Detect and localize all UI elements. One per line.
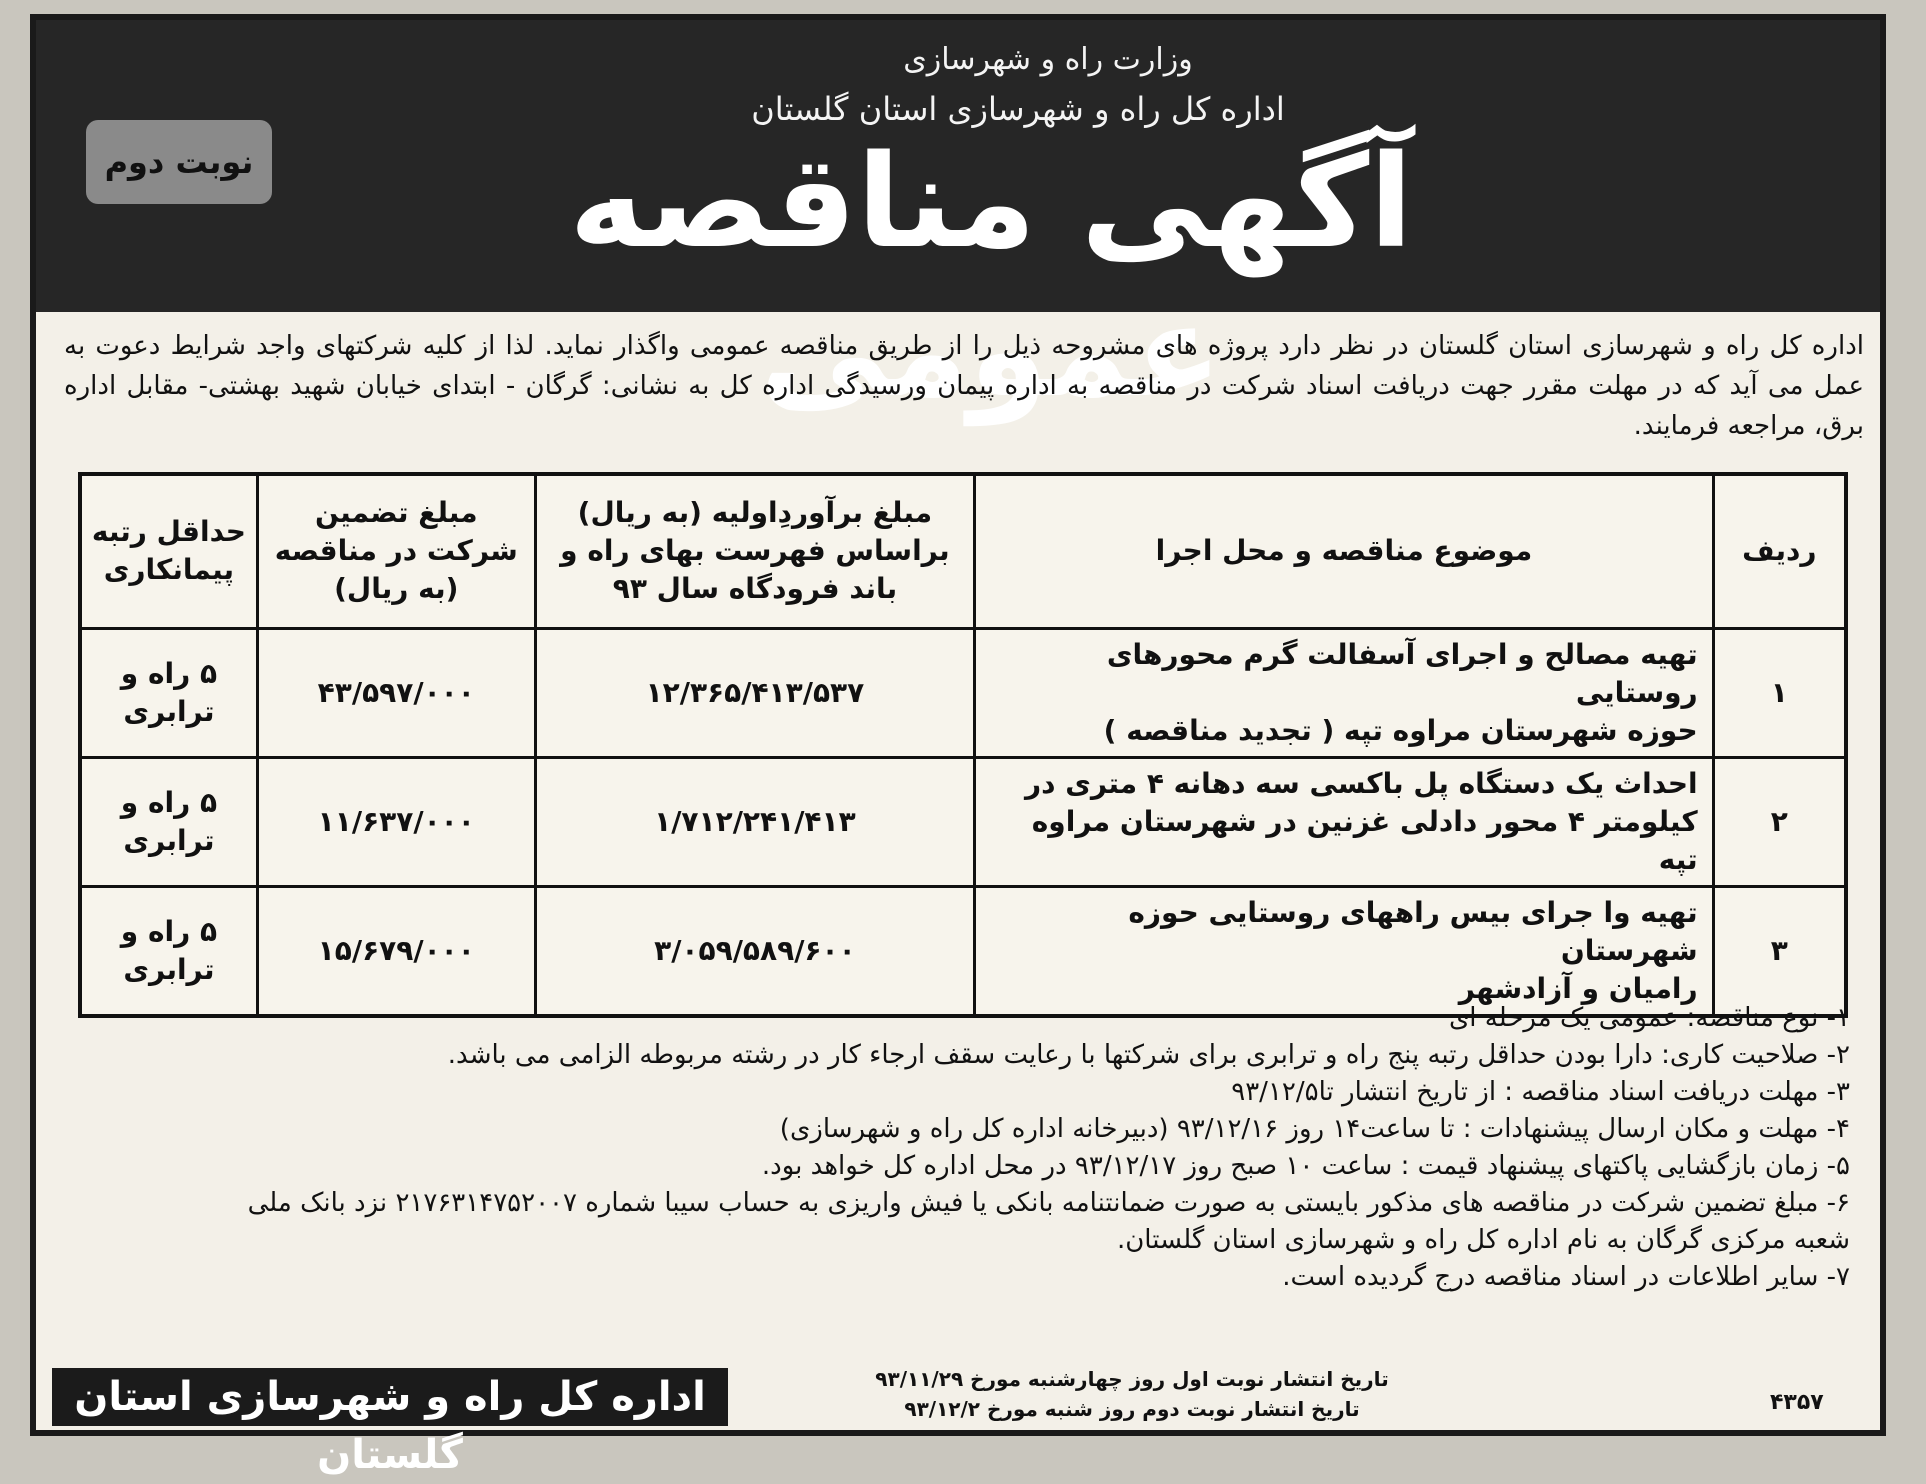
term-item: ۶- مبلغ تضمین شرکت در مناقصه های مذکور بایستی به صورت ضمانتنامه بانکی یا فیش واریزی به حساب سیبا شماره ۲۱۷۶۳۱۴۷۵۲۰۰۷ نزد بانک ملی <box>247 1188 1850 1218</box>
header-grade: حداقل رتبه پیمانکاری <box>80 474 257 628</box>
grade-line: ۵ راه و <box>120 914 218 948</box>
table-row <box>80 757 1846 886</box>
subject-line: رامیان و آزادشهر <box>1458 971 1698 1005</box>
row-estimate: ۱/۷۱۲/۲۴۱/۴۱۳ <box>535 757 974 886</box>
publication-dates <box>872 1364 1392 1424</box>
subject-line: حوزه شهرستان مراوه تپه ( تجدید مناقصه ) <box>1103 713 1698 747</box>
row-number: ۲ <box>1713 757 1846 886</box>
row-grade <box>80 757 257 886</box>
header-subject: موضوع مناقصه و محل اجرا <box>975 474 1714 628</box>
table-row <box>80 886 1846 1016</box>
tender-table <box>78 472 1848 1018</box>
advertisement-frame <box>30 14 1886 1478</box>
grade-line: ۵ راه و <box>120 785 218 819</box>
term-item: ۴- مهلت و مکان ارسال پیشنهادات : تا ساعت۱۴ روز ۹۳/۱۲/۱۶ (دبیرخانه اداره کل راه و شهرسازی) <box>779 1114 1850 1144</box>
grade-line: ترابری <box>123 952 215 986</box>
row-number: ۱ <box>1713 628 1846 757</box>
subject-line: تهیه مصالح و اجرای آسفالت گرم محورهای روستایی <box>1106 637 1698 709</box>
term-item: ۷- سایر اطلاعات در اسناد مناقصه درج گردیده است. <box>1282 1262 1850 1292</box>
term-item: ۱- نوع مناقصه: عمومی یک مرحله ای <box>1448 1003 1850 1033</box>
grade-line: ۵ راه و <box>120 656 218 690</box>
table-row <box>80 628 1846 757</box>
term-item: ۵- زمان بازگشایی پاکتهای پیشنهاد قیمت : ساعت ۱۰ صبح روز ۹۳/۱۲/۱۷ در محل اداره کل خواهد بود. <box>761 1151 1850 1181</box>
subject-line: کیلومتر ۴ محور دادلی غزنین در شهرستان مراوه تپه <box>1031 804 1698 876</box>
round-badge: نوبت دوم <box>86 120 272 204</box>
header-estimate: مبلغ برآوردِاولیه (به ریال) براساس فهرست بهای راه و باند فرودگاه سال ۹۳ <box>535 474 974 628</box>
row-guarantee: ۱۱/۶۳۷/۰۰۰ <box>257 757 535 886</box>
footer-department: اداره کل راه و شهرسازی استان گلستان <box>52 1368 728 1426</box>
header-row-number: ردیف <box>1713 474 1846 628</box>
row-estimate: ۱۲/۳۶۵/۴۱۳/۵۳۷ <box>535 628 974 757</box>
subject-line: تهیه وا جرای بیس راههای روستایی حوزه شهرستان <box>1128 895 1698 967</box>
publication-date-first: تاریخ انتشار نوبت اول روز چهارشنبه مورخ ۹۳/۱۱/۲۹ <box>875 1367 1389 1391</box>
subject-line: احداث یک دستگاه پل باکسی سه دهانه ۴ متری در <box>1025 766 1698 800</box>
row-guarantee: ۴۳/۵۹۷/۰۰۰ <box>257 628 535 757</box>
header-guarantee: مبلغ تضمین شرکت در مناقصه (به ریال) <box>257 474 535 628</box>
term-item: شعبه مرکزی گرگان به نام اداره کل راه و شهرسازی استان گلستان. <box>1116 1225 1850 1255</box>
department-name: اداره کل راه و شهرسازی استان گلستان <box>751 90 1285 128</box>
grade-line: ترابری <box>123 694 215 728</box>
publication-date-second: تاریخ انتشار نوبت دوم روز شنبه مورخ ۹۳/۱۲/۲ <box>904 1397 1360 1421</box>
row-estimate: ۳/۰۵۹/۵۸۹/۶۰۰ <box>535 886 974 1016</box>
row-grade <box>80 628 257 757</box>
row-guarantee: ۱۵/۶۷۹/۰۰۰ <box>257 886 535 1016</box>
table-header-row <box>80 474 1846 628</box>
grade-line: ترابری <box>123 823 215 857</box>
ad-number: ۴۳۵۷ <box>1770 1390 1824 1415</box>
intro-paragraph: اداره کل راه و شهرسازی استان گلستان در نظر دارد پروژه های مشروحه ذیل را از طریق مناقصه عمومی واگذار نماید. لذا از کلیه شرکتهای واجد شرایط دعوت به عمل می آید که در مهلت مقرر جهت دریافت اسناد شرکت در مناقصه به اداره پیمان ورسیدگی اداره کل به نشانی: گرگان - ابتدای خیابان شهید بهشتی- مقابل اداره برق، مراجعه فرمایند. <box>64 331 1864 441</box>
row-subject <box>975 886 1714 1016</box>
ministry-name: وزارت راه و شهرسازی <box>903 42 1193 77</box>
term-item: ۲- صلاحیت کاری: دارا بودن حداقل رتبه پنج راه و ترابری برای شرکتها با رعایت سقف ارجاء کار در رشته مربوطه الزامی می باشد. <box>447 1040 1850 1070</box>
row-number: ۳ <box>1713 886 1846 1016</box>
row-grade <box>80 886 257 1016</box>
row-subject <box>975 757 1714 886</box>
terms-list <box>50 1000 1850 1296</box>
term-item: ۳- مهلت دریافت اسناد مناقصه : از تاریخ انتشار تا۹۳/۱۲/۵ <box>1231 1077 1850 1107</box>
page-title: آگهی مناقصه عمومی <box>569 128 1413 426</box>
row-subject <box>975 628 1714 757</box>
